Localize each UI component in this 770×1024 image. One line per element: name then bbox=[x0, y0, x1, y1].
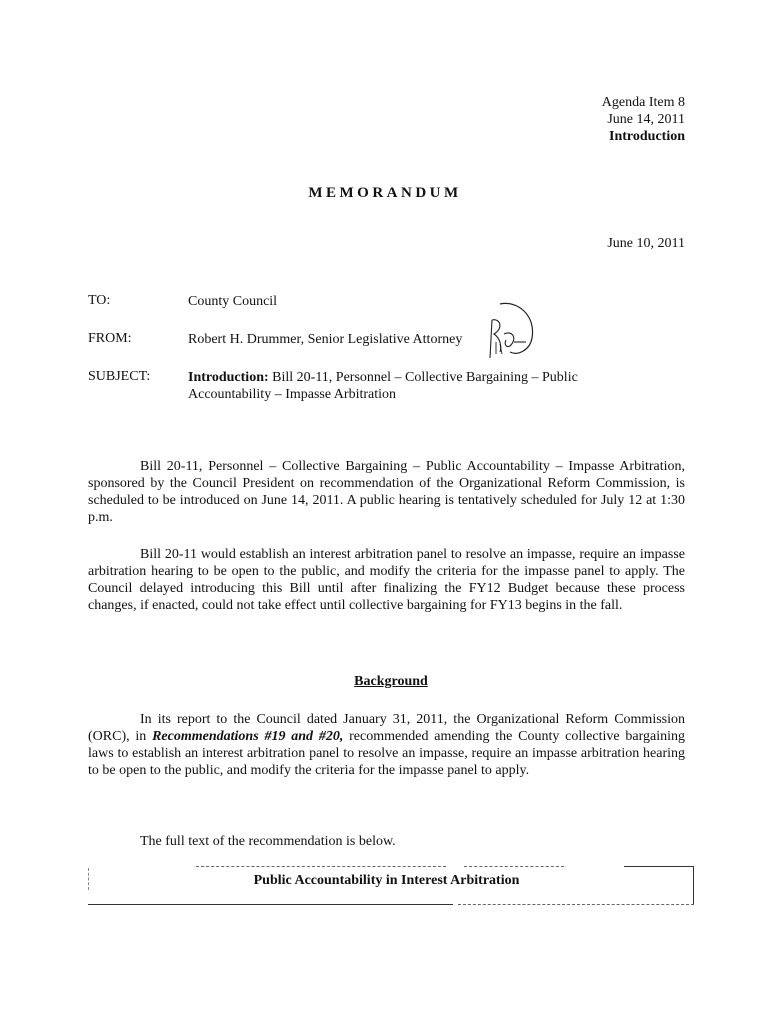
memo-date: June 10, 2011 bbox=[607, 236, 685, 251]
agenda-type: Introduction bbox=[609, 129, 685, 144]
paragraph-2-text: Bill 20-11 would establish an interest arbitration panel to resolve an impasse, require an impasse arbitration hearing to be open to the public, and modify the criteria for the impasse panel to apply. The Council delayed introducing this Bill until after finalizing the FY12 Budget because these process changes, if enacted, could not take effect until collective bargaining for FY13 begins in the fall. bbox=[88, 547, 685, 613]
agenda-block bbox=[560, 94, 685, 145]
subject-line1: Bill 20-11, Personnel – Collective Bargaining – Public bbox=[268, 370, 578, 385]
from-value: Robert H. Drummer, Senior Legislative Attorney bbox=[188, 332, 463, 347]
paragraph-4 bbox=[88, 833, 685, 850]
box-top-rule-1 bbox=[196, 866, 446, 867]
subject-value bbox=[188, 369, 578, 403]
signature-mark bbox=[478, 298, 538, 360]
subject-line2: Accountability – Impasse Arbitration bbox=[188, 387, 397, 402]
box-right-edge bbox=[693, 866, 694, 904]
memo-title: MEMORANDUM bbox=[308, 185, 462, 201]
paragraph-3 bbox=[88, 711, 685, 779]
paragraph-4-text: The full text of the recommendation is below. bbox=[140, 834, 396, 849]
from-label: FROM: bbox=[88, 331, 132, 346]
recommendations-emphasis: Recommendations #19 and #20, bbox=[152, 729, 344, 744]
signature-icon bbox=[478, 298, 538, 360]
paragraph-3-start: In its report to the Council dated January 31, 2011, the Organizational Reform Commission (ORC), in bbox=[88, 712, 685, 744]
background-heading: Background bbox=[354, 674, 428, 689]
box-top-rule-3 bbox=[624, 866, 694, 867]
paragraph-1-text: Bill 20-11, Personnel – Collective Bargaining – Public Accountability – Impasse Arbitration, sponsored by the Council President on recommendation of the Organizational Reform Commission, is scheduled to be introduced on June 14, 2011. A public hearing is tentatively scheduled for July 12 at 1:30 p.m. bbox=[88, 459, 685, 525]
box-bottom-rule-1 bbox=[88, 904, 453, 905]
agenda-item: Agenda Item 8 bbox=[601, 95, 685, 110]
box-bottom-rule-2 bbox=[458, 904, 694, 905]
paragraph-2 bbox=[88, 546, 685, 614]
subject-label: SUBJECT: bbox=[88, 369, 151, 384]
box-top-rule-2 bbox=[464, 866, 564, 867]
to-label: TO: bbox=[88, 293, 111, 308]
agenda-date: June 14, 2011 bbox=[607, 112, 685, 127]
paragraph-1 bbox=[88, 458, 685, 526]
box-title: Public Accountability in Interest Arbitration bbox=[253, 873, 520, 888]
paragraph-3-end: recommended amending the County collective bargaining laws to establish an interest arbitration panel to resolve an impasse, require an impasse arbitration hearing to be open to the public, and modify the criteria for the impasse panel to apply. bbox=[88, 729, 685, 778]
to-value: County Council bbox=[188, 294, 278, 309]
paragraph-3-text bbox=[88, 711, 685, 779]
subject-bold: Introduction: bbox=[188, 370, 269, 385]
